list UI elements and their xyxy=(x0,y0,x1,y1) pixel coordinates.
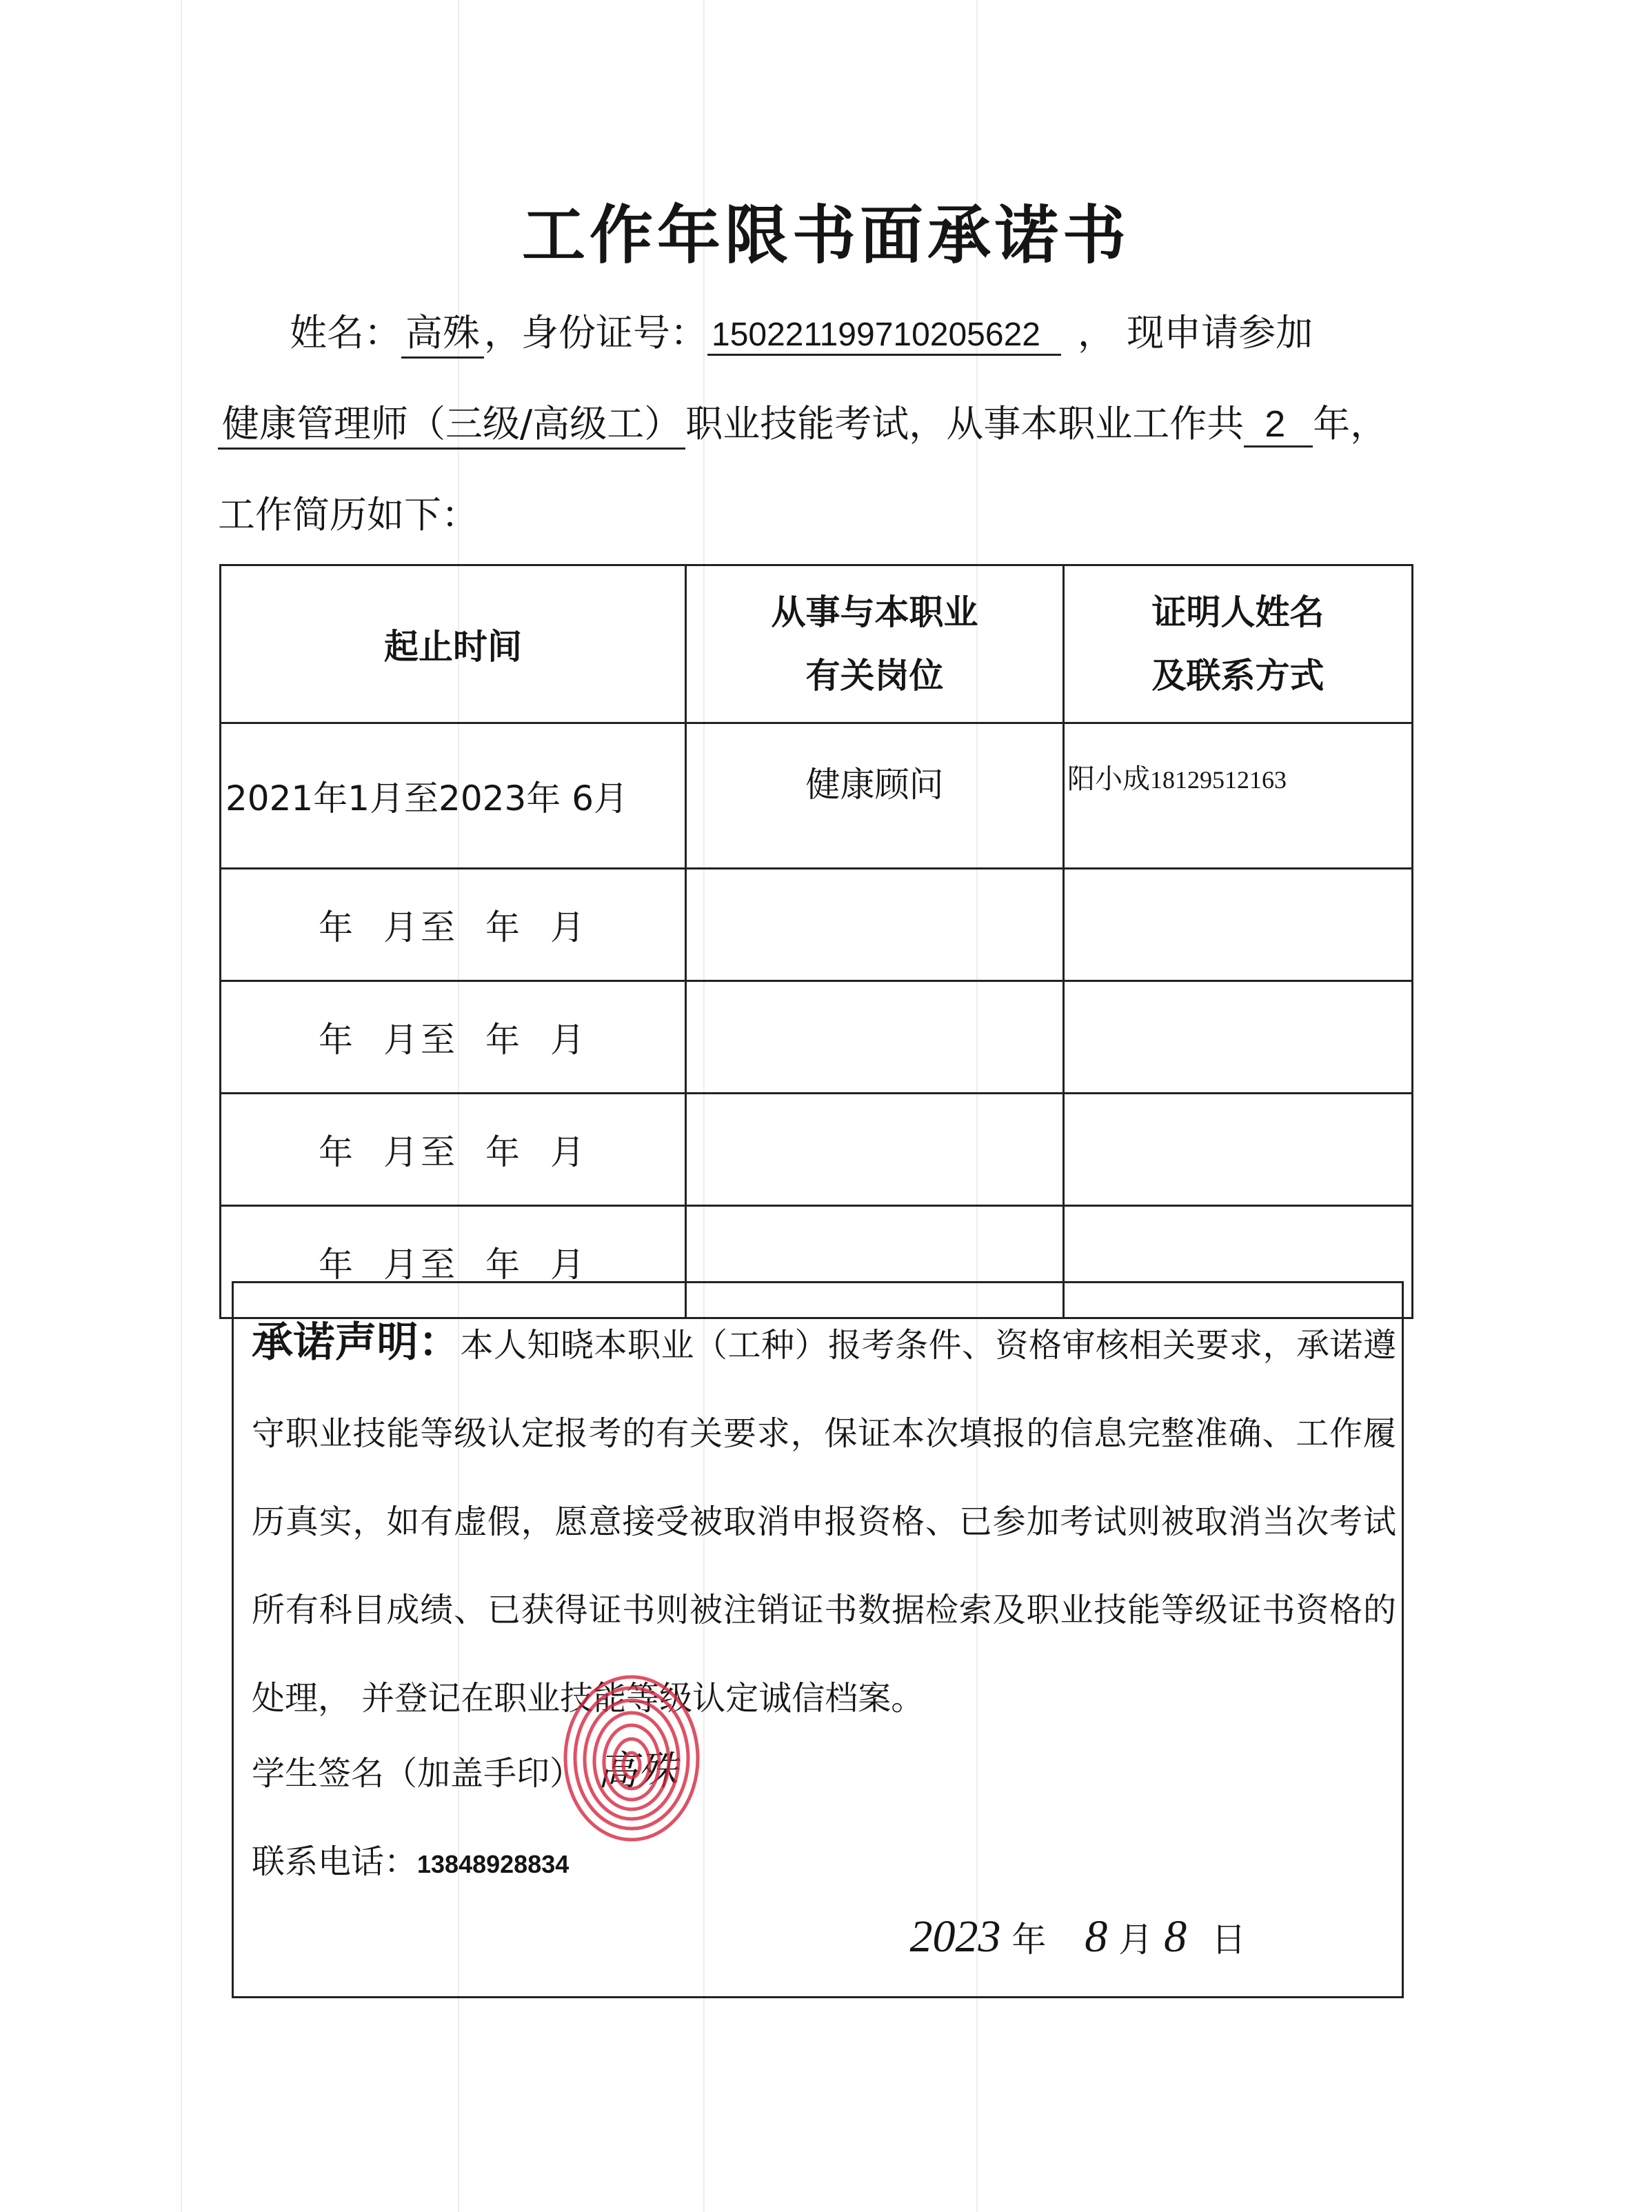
intro-line-2 xyxy=(218,394,1387,450)
position-cell xyxy=(686,1094,1064,1206)
table-header-row xyxy=(221,565,1413,723)
phone-value: 13848928834 xyxy=(417,1850,570,1878)
work-history-table xyxy=(219,564,1413,1319)
date-day: 8 xyxy=(1164,1911,1187,1962)
promise-body: 本人知晓本职业（工种）报考条件、资格审核相关要求，承诺遵守职业技能等级认定报考的有关要求，保证本次填报的信息完整准确、工作履历真实，如有虚假，愿意接受被取消申报资格、已参加考试则被取消当次考试所有科目成绩、已获得证书则被注销证书数据检索及职业技能等级证书资格的处理， 并登记在职业技能等级认定诚信档案。 xyxy=(252,1326,1396,1718)
header-period: 起止时间 xyxy=(221,565,686,723)
witness-cell xyxy=(1064,723,1413,869)
fingerprint-stamp xyxy=(556,1669,707,1848)
period-cell xyxy=(221,1094,686,1206)
day-label: 日 xyxy=(1211,1920,1246,1960)
month-placeholder: 月 xyxy=(550,1245,587,1285)
year-placeholder: 年 xyxy=(319,1245,356,1285)
years-unit: 年， xyxy=(1313,402,1388,445)
month-placeholder: 月 xyxy=(550,907,587,947)
month-placeholder: 月 xyxy=(550,1020,587,1060)
exam-text: 职业技能考试，从事本职业工作共 xyxy=(685,402,1245,445)
header-witness-line2: 及联系方式 xyxy=(1151,656,1324,696)
year-placeholder: 年 xyxy=(319,1020,356,1060)
witness-cell xyxy=(1064,1094,1413,1206)
witness-phone: 18129512163 xyxy=(1150,766,1287,794)
signature-label: 学生签名（加盖手印） xyxy=(252,1754,583,1793)
table-row xyxy=(221,869,1413,981)
header-position-line2: 有关岗位 xyxy=(805,656,944,696)
years-value: 2 xyxy=(1244,403,1313,448)
position-cell xyxy=(686,981,1064,1094)
year-placeholder: 年 xyxy=(319,907,356,947)
occupation-value: 健康管理师（三级/高级工） xyxy=(218,394,685,450)
header-witness-line1: 证明人姓名 xyxy=(1151,592,1324,632)
scan-streak xyxy=(181,0,182,2212)
history-label: 工作简历如下： xyxy=(218,493,479,536)
witness-cell xyxy=(1064,981,1413,1094)
year-placeholder: 年 xyxy=(485,907,523,947)
year-placeholder: 年 xyxy=(319,1132,356,1172)
month-to-placeholder: 月至 xyxy=(383,1132,458,1172)
document-title: 工作年限书面承诺书 xyxy=(521,199,1130,272)
witness-name: 阳小成 xyxy=(1067,763,1150,795)
phone-line xyxy=(252,1835,569,1882)
date-line xyxy=(909,1911,1246,1963)
position-cell: 健康顾问 xyxy=(686,723,1064,869)
promise-label: 承诺声明： xyxy=(252,1318,461,1367)
promise-statement xyxy=(252,1298,1396,1742)
apply-text: ， 现申请参加 xyxy=(1077,311,1313,354)
id-number-value: 150221199710205622 xyxy=(707,316,1061,356)
handwritten-signature: 高殊 xyxy=(597,1749,678,1793)
table-row xyxy=(221,1094,1413,1206)
name-value: 高殊 xyxy=(401,303,484,359)
header-position xyxy=(686,565,1064,723)
period-cell xyxy=(221,981,686,1094)
table-row xyxy=(221,981,1413,1094)
month-to-placeholder: 月至 xyxy=(383,1245,458,1285)
year-label: 年 xyxy=(1011,1920,1047,1960)
month-label: 月 xyxy=(1118,1920,1154,1960)
month-placeholder: 月 xyxy=(550,1132,587,1172)
phone-label: 联系电话： xyxy=(252,1842,418,1881)
month-to-placeholder: 月至 xyxy=(383,907,458,947)
date-year: 2023 xyxy=(909,1911,1001,1962)
position-cell xyxy=(686,869,1064,981)
month-to-placeholder: 月至 xyxy=(383,1020,458,1060)
table-row xyxy=(221,723,1413,869)
intro-line-1 xyxy=(290,303,1313,359)
period-cell: 2021年1月至2023年 6月 xyxy=(221,723,686,869)
year-placeholder: 年 xyxy=(485,1132,523,1172)
header-witness xyxy=(1064,565,1413,723)
header-position-line1: 从事与本职业 xyxy=(771,592,978,632)
year-placeholder: 年 xyxy=(485,1020,523,1060)
year-placeholder: 年 xyxy=(485,1245,523,1285)
date-month: 8 xyxy=(1085,1911,1108,1962)
period-cell xyxy=(221,869,686,981)
id-label: ，身份证号： xyxy=(484,311,707,354)
witness-cell xyxy=(1064,869,1413,981)
promise-section xyxy=(232,1281,1404,1998)
name-label: 姓名： xyxy=(290,311,401,354)
